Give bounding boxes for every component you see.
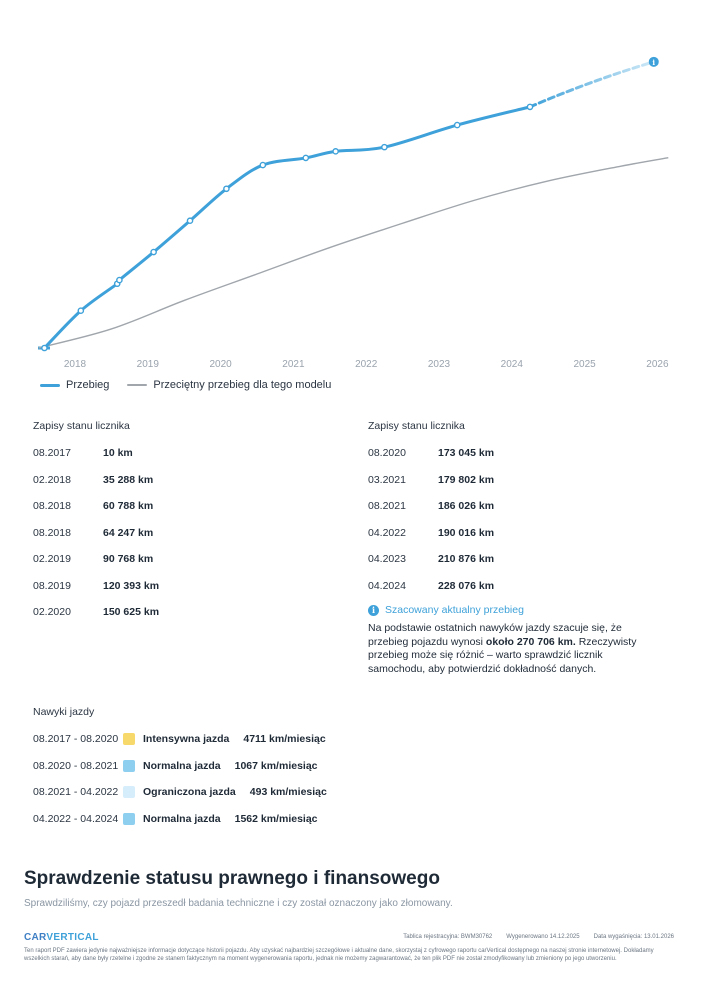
driving-row [33,779,327,806]
odometer-row [33,440,159,467]
driving-row [33,726,327,753]
driving-color-swatch [123,760,135,772]
legend-swatch-average [127,384,147,386]
report-meta [403,934,674,940]
odometer-date: 08.2018 [33,500,71,513]
odometer-date: 08.2021 [368,500,406,513]
odometer-date: 02.2019 [33,553,71,566]
odometer-title-right: Zapisy stanu licznika [368,420,465,432]
odometer-list-right [368,440,494,599]
x-tick-label: 2026 [646,359,669,370]
odometer-title-left: Zapisy stanu licznika [33,420,130,432]
odometer-row [368,573,494,600]
odometer-date: 04.2024 [368,579,406,592]
average-mileage-line [39,158,669,348]
odometer-date: 04.2023 [368,553,406,566]
logo-part-vertical: VERTICAL [46,932,99,943]
odometer-date: 08.2020 [368,447,406,460]
driving-rate: 493 km/miesiąc [249,786,327,799]
odometer-list-left [33,440,159,626]
x-tick-label: 2025 [573,359,596,370]
mileage-point [333,149,338,154]
driving-style: Intensywna jazda [143,733,230,746]
projection-line [530,62,654,107]
mileage-point [187,218,192,223]
x-tick-label: 2018 [63,359,87,370]
odometer-date: 02.2020 [33,606,71,619]
driving-row [33,806,327,833]
odometer-value: 179 802 km [438,473,495,486]
odometer-value: 35 288 km [103,473,154,486]
x-tick-label: 2023 [427,359,451,370]
driving-style: Normalna jazda [143,759,221,772]
mileage-point [303,155,308,160]
x-tick-label: 2019 [136,359,159,370]
odometer-row [33,520,159,547]
odometer-value: 173 045 km [438,447,495,460]
projection-info-icon-glyph: i [652,57,656,67]
legend-label-average: Przeciętny przebieg dla tego modelu [153,379,332,391]
estimate-value: około 270 706 km. [485,635,576,648]
driving-rate: 1067 km/miesiąc [234,759,318,772]
estimate-heading [368,604,648,616]
odometer-value: 120 393 km [103,579,160,592]
driving-style: Normalna jazda [143,812,221,825]
plate-number: Tablica rejestracyjna: BWM30762 [403,934,493,940]
x-tick-label: 2020 [209,359,232,370]
driving-color-swatch [123,733,135,745]
odometer-date: 08.2019 [33,579,71,592]
odometer-row [368,440,494,467]
mileage-point [224,186,229,191]
mileage-point [455,122,460,127]
driving-period: 08.2020 - 08.2021 [33,759,119,772]
mileage-line [44,107,530,348]
odometer-row [368,546,494,573]
driving-title: Nawyki jazdy [33,706,95,718]
odometer-value: 210 876 km [438,553,495,566]
driving-color-swatch [123,813,135,825]
footer [24,932,674,963]
mileage-point [42,345,47,350]
driving-rate: 4711 km/miesiąc [243,733,326,746]
odometer-value: 90 768 km [103,553,154,566]
logo-part-car: CAR [24,932,47,943]
generated-date: Wygenerowano 14.12.2025 [506,934,580,940]
driving-period: 08.2021 - 04.2022 [33,786,119,799]
estimate-text-after: Rzeczywisty przebieg może się różnić – warto sprawdzić licznik samochodu, aby potwierdzić dokładność danych. [368,635,637,675]
odometer-date: 08.2018 [33,526,71,539]
odometer-date: 08.2017 [33,447,71,460]
mileage-point [117,277,122,282]
mileage-chart [0,0,705,400]
x-tick-label: 2021 [282,359,305,370]
driving-rate: 1562 km/miesiąc [234,812,318,825]
driving-period: 08.2017 - 08.2020 [33,733,119,746]
odometer-row [33,599,159,626]
odometer-row [368,467,494,494]
odometer-value: 228 076 km [438,579,495,592]
driving-row [33,753,327,780]
odometer-value: 186 026 km [438,500,495,513]
odometer-value: 10 km [103,447,133,460]
legal-section-subtitle: Sprawdziliśmy, czy pojazd przeszedł badania techniczne i czy został oznaczony jako złomowany. [24,898,453,909]
x-tick-label: 2024 [500,359,523,370]
mileage-point [260,162,265,167]
legend-label-mileage: Przebieg [66,379,110,391]
odometer-row [33,546,159,573]
odometer-value: 150 625 km [103,606,160,619]
x-tick-label: 2022 [355,359,378,370]
mileage-point [151,249,156,254]
odometer-row [33,493,159,520]
odometer-row [33,573,159,600]
odometer-value: 64 247 km [103,526,154,539]
mileage-point [527,104,532,109]
estimate-text-before: Na podstawie ostatnich nawyków jazdy szacuje się, że przebieg pojazdu wynosi [368,622,622,648]
fine-print: Ten raport PDF zawiera jedynie najważniejsze informacje dotyczące historii pojazdu. Aby uzyskać najbardziej szczegółowe i aktualne dane, skorzystaj z cyfrowego raportu carVertical dostępnego na naszej stronie internetowej. Dokładamy wszelkich starań, aby dane były rzetelne i zgodne ze stanem faktycznym na moment wygenerowania raportu, jednak nie możemy zagwarantować, że ten plik PDF nie został zmodyfikowany lub zmieniony po jego utworzeniu. [24,948,654,962]
legend-item-average [127,379,331,391]
odometer-date: 02.2018 [33,473,71,486]
driving-color-swatch [123,786,135,798]
info-icon: i [368,605,379,616]
legend-swatch-mileage [40,384,60,387]
estimate-text [368,622,648,676]
odometer-row [33,467,159,494]
driving-period: 04.2022 - 04.2024 [33,812,119,825]
chart-legend [40,379,349,391]
mileage-point [382,145,387,150]
legal-section-title: Sprawdzenie statusu prawnego i finansowego [24,868,440,889]
driving-style: Ograniczona jazda [143,786,236,799]
expiry-date: Data wygaśnięcia: 13.01.2026 [593,934,674,940]
odometer-value: 190 016 km [438,526,495,539]
odometer-row [368,520,494,547]
odometer-value: 60 788 km [103,500,154,513]
estimate-note [368,604,648,676]
legend-item-mileage [40,379,109,391]
odometer-date: 03.2021 [368,473,406,486]
driving-habits-list [33,726,327,832]
odometer-date: 04.2022 [368,526,406,539]
odometer-row [368,493,494,520]
mileage-point [78,308,83,313]
estimate-heading-text: Szacowany aktualny przebieg [385,604,524,616]
